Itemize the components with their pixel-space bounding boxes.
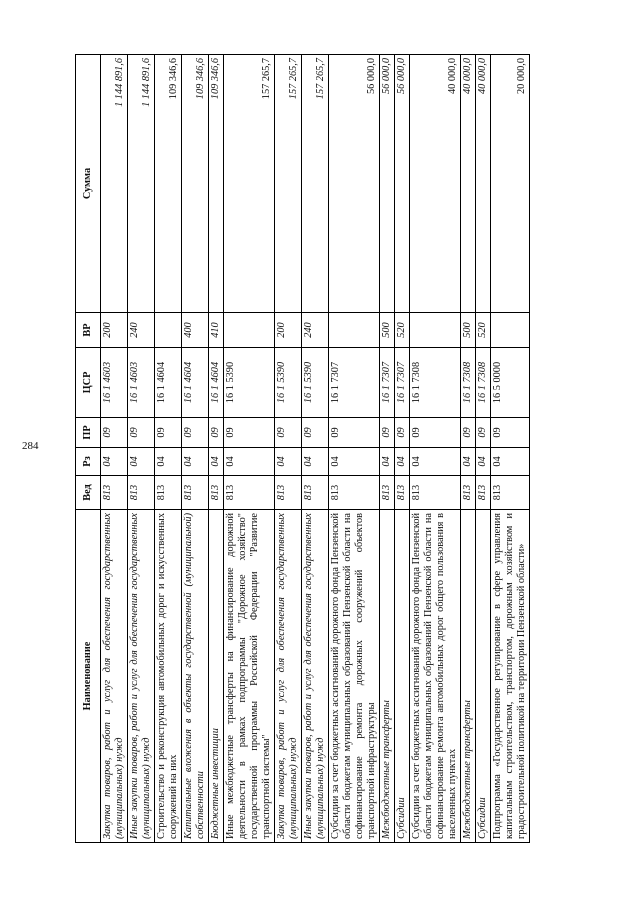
cell-rz: 04: [476, 448, 491, 476]
header-sum: Сумма: [76, 55, 101, 313]
cell-sum: 56 000,0: [395, 55, 410, 313]
table-row: [410, 55, 461, 843]
cell-pr: 09: [329, 418, 380, 448]
cell-ved: 813: [476, 476, 491, 510]
budget-table: [75, 54, 530, 843]
cell-pr: 09: [101, 418, 128, 448]
cell-ved: 813: [395, 476, 410, 510]
cell-name: Иные закупки товаров, работ и услуг для обеспечения государственных (муниципальных) нужд: [128, 510, 155, 843]
header-rz: Рз: [76, 448, 101, 476]
cell-name: Иные межбюджетные трансферты на финансирование дорожной деятельности в рамках подпрограммы "Дорожное хозяйство" государственной программы Российской Федерации "Развитие транспортной системы": [224, 510, 275, 843]
cell-csr: 16 1 4604: [155, 348, 182, 418]
table-row: [155, 55, 182, 843]
cell-ved: 813: [209, 476, 224, 510]
cell-pr: 09: [395, 418, 410, 448]
cell-sum: 1 144 891,6: [101, 55, 128, 313]
cell-sum: 109 346,6: [155, 55, 182, 313]
cell-name: Субсидии: [395, 510, 410, 843]
table-row: [182, 55, 209, 843]
cell-vr: [491, 313, 530, 348]
cell-rz: 04: [128, 448, 155, 476]
rotated-table-container: [75, 55, 575, 843]
cell-csr: 16 1 7307: [395, 348, 410, 418]
cell-vr: 500: [380, 313, 395, 348]
header-pr: ПР: [76, 418, 101, 448]
cell-csr: 16 1 7307: [380, 348, 395, 418]
cell-vr: [155, 313, 182, 348]
cell-name: Субсидии за счет бюджетных ассигнований дорожного фонда Пензенской области бюджетам муниципальных образований Пензенской области на софинансирование ремонта дорожных сооружений объектов транспортной инфраструктуры: [329, 510, 380, 843]
cell-rz: 04: [461, 448, 476, 476]
cell-pr: 09: [128, 418, 155, 448]
cell-csr: 16 1 4603: [128, 348, 155, 418]
cell-sum: 157 265,7: [224, 55, 275, 313]
table-row: [275, 55, 302, 843]
cell-name: Субсидии: [476, 510, 491, 843]
cell-ved: 813: [275, 476, 302, 510]
cell-csr: 16 1 7307: [329, 348, 380, 418]
table-row: [329, 55, 380, 843]
cell-csr: 16 5 0000: [491, 348, 530, 418]
cell-name: Межбюджетные трансферты: [380, 510, 395, 843]
header-vr: ВР: [76, 313, 101, 348]
cell-ved: 813: [155, 476, 182, 510]
cell-ved: 813: [101, 476, 128, 510]
cell-vr: 200: [101, 313, 128, 348]
cell-vr: 520: [476, 313, 491, 348]
cell-sum: 40 000,0: [410, 55, 461, 313]
table-row: [476, 55, 491, 843]
cell-name: Подпрограмма «Государственное регулирование в сфере управления капитальным строительством, транспортом, дорожным хозяйством и градостроительной политикой на территории Пензенской области»: [491, 510, 530, 843]
cell-ved: 813: [329, 476, 380, 510]
cell-ved: 813: [380, 476, 395, 510]
cell-pr: 09: [224, 418, 275, 448]
cell-pr: 09: [380, 418, 395, 448]
cell-pr: 09: [302, 418, 329, 448]
cell-ved: 813: [224, 476, 275, 510]
cell-sum: 109 346,6: [209, 55, 224, 313]
cell-vr: 200: [275, 313, 302, 348]
cell-rz: 04: [224, 448, 275, 476]
cell-pr: 09: [209, 418, 224, 448]
cell-ved: 813: [128, 476, 155, 510]
cell-csr: 16 1 4604: [209, 348, 224, 418]
table-row: [491, 55, 530, 843]
cell-vr: 500: [461, 313, 476, 348]
cell-ved: 813: [182, 476, 209, 510]
cell-name: Бюджетные инвестиции: [209, 510, 224, 843]
cell-ved: 813: [410, 476, 461, 510]
cell-sum: 1 144 891,6: [128, 55, 155, 313]
cell-rz: 04: [155, 448, 182, 476]
cell-csr: 16 1 4604: [182, 348, 209, 418]
cell-rz: 04: [275, 448, 302, 476]
cell-pr: 09: [476, 418, 491, 448]
cell-pr: 09: [410, 418, 461, 448]
cell-rz: 04: [209, 448, 224, 476]
cell-csr: 16 1 7308: [476, 348, 491, 418]
table-row: [302, 55, 329, 843]
cell-csr: 16 1 5390: [224, 348, 275, 418]
cell-ved: 813: [491, 476, 530, 510]
cell-rz: 04: [182, 448, 209, 476]
cell-sum: 40 000,0: [461, 55, 476, 313]
cell-pr: 09: [182, 418, 209, 448]
cell-rz: 04: [491, 448, 530, 476]
cell-csr: 16 1 5390: [275, 348, 302, 418]
cell-vr: 410: [209, 313, 224, 348]
table-row: [224, 55, 275, 843]
header-name: Наименование: [76, 510, 101, 843]
cell-rz: 04: [101, 448, 128, 476]
cell-name: Строительство и реконструкция автомобильных дорог и искусственных сооружений на них: [155, 510, 182, 843]
table-row: [128, 55, 155, 843]
cell-ved: 813: [461, 476, 476, 510]
cell-sum: 40 000,0: [476, 55, 491, 313]
cell-vr: [224, 313, 275, 348]
cell-sum: 56 000,0: [380, 55, 395, 313]
cell-name: Субсидии за счет бюджетных ассигнований дорожного фонда Пензенской области бюджетам муниципальных образований Пензенской области на софинансирование ремонта автомобильных дорог общего пользования в населенных пунктах: [410, 510, 461, 843]
cell-vr: [329, 313, 380, 348]
cell-sum: 157 265,7: [275, 55, 302, 313]
page-number: 284: [22, 440, 39, 452]
cell-vr: 240: [128, 313, 155, 348]
cell-vr: 520: [395, 313, 410, 348]
cell-csr: 16 1 4603: [101, 348, 128, 418]
cell-rz: 04: [410, 448, 461, 476]
table-body: [101, 55, 530, 843]
cell-rz: 04: [329, 448, 380, 476]
cell-sum: 109 346,6: [182, 55, 209, 313]
cell-rz: 04: [395, 448, 410, 476]
cell-csr: 16 1 7308: [410, 348, 461, 418]
header-ved: Вед: [76, 476, 101, 510]
cell-csr: 16 1 7308: [461, 348, 476, 418]
cell-vr: 240: [302, 313, 329, 348]
cell-name: Иные закупки товаров, работ и услуг для обеспечения государственных (муниципальных) нужд: [302, 510, 329, 843]
table-row: [395, 55, 410, 843]
table-row: [461, 55, 476, 843]
cell-vr: 400: [182, 313, 209, 348]
cell-pr: 09: [461, 418, 476, 448]
cell-sum: 20 000,0: [491, 55, 530, 313]
cell-sum: 157 265,7: [302, 55, 329, 313]
table-row: [380, 55, 395, 843]
cell-rz: 04: [380, 448, 395, 476]
header-csr: ЦСР: [76, 348, 101, 418]
cell-pr: 09: [155, 418, 182, 448]
cell-name: Закупка товаров, работ и услуг для обеспечения государственных (муниципальных) нужд: [275, 510, 302, 843]
cell-pr: 09: [491, 418, 530, 448]
cell-pr: 09: [275, 418, 302, 448]
table-row: [101, 55, 128, 843]
cell-name: Капитальные вложения в объекты государственной (муниципальной) собственности: [182, 510, 209, 843]
cell-vr: [410, 313, 461, 348]
table-header-row: [76, 55, 101, 843]
cell-name: Межбюджетные трансферты: [461, 510, 476, 843]
cell-rz: 04: [302, 448, 329, 476]
cell-sum: 56 000,0: [329, 55, 380, 313]
cell-name: Закупка товаров, работ и услуг для обеспечения государственных (муниципальных) нужд: [101, 510, 128, 843]
cell-ved: 813: [302, 476, 329, 510]
cell-csr: 16 1 5390: [302, 348, 329, 418]
table-row: [209, 55, 224, 843]
